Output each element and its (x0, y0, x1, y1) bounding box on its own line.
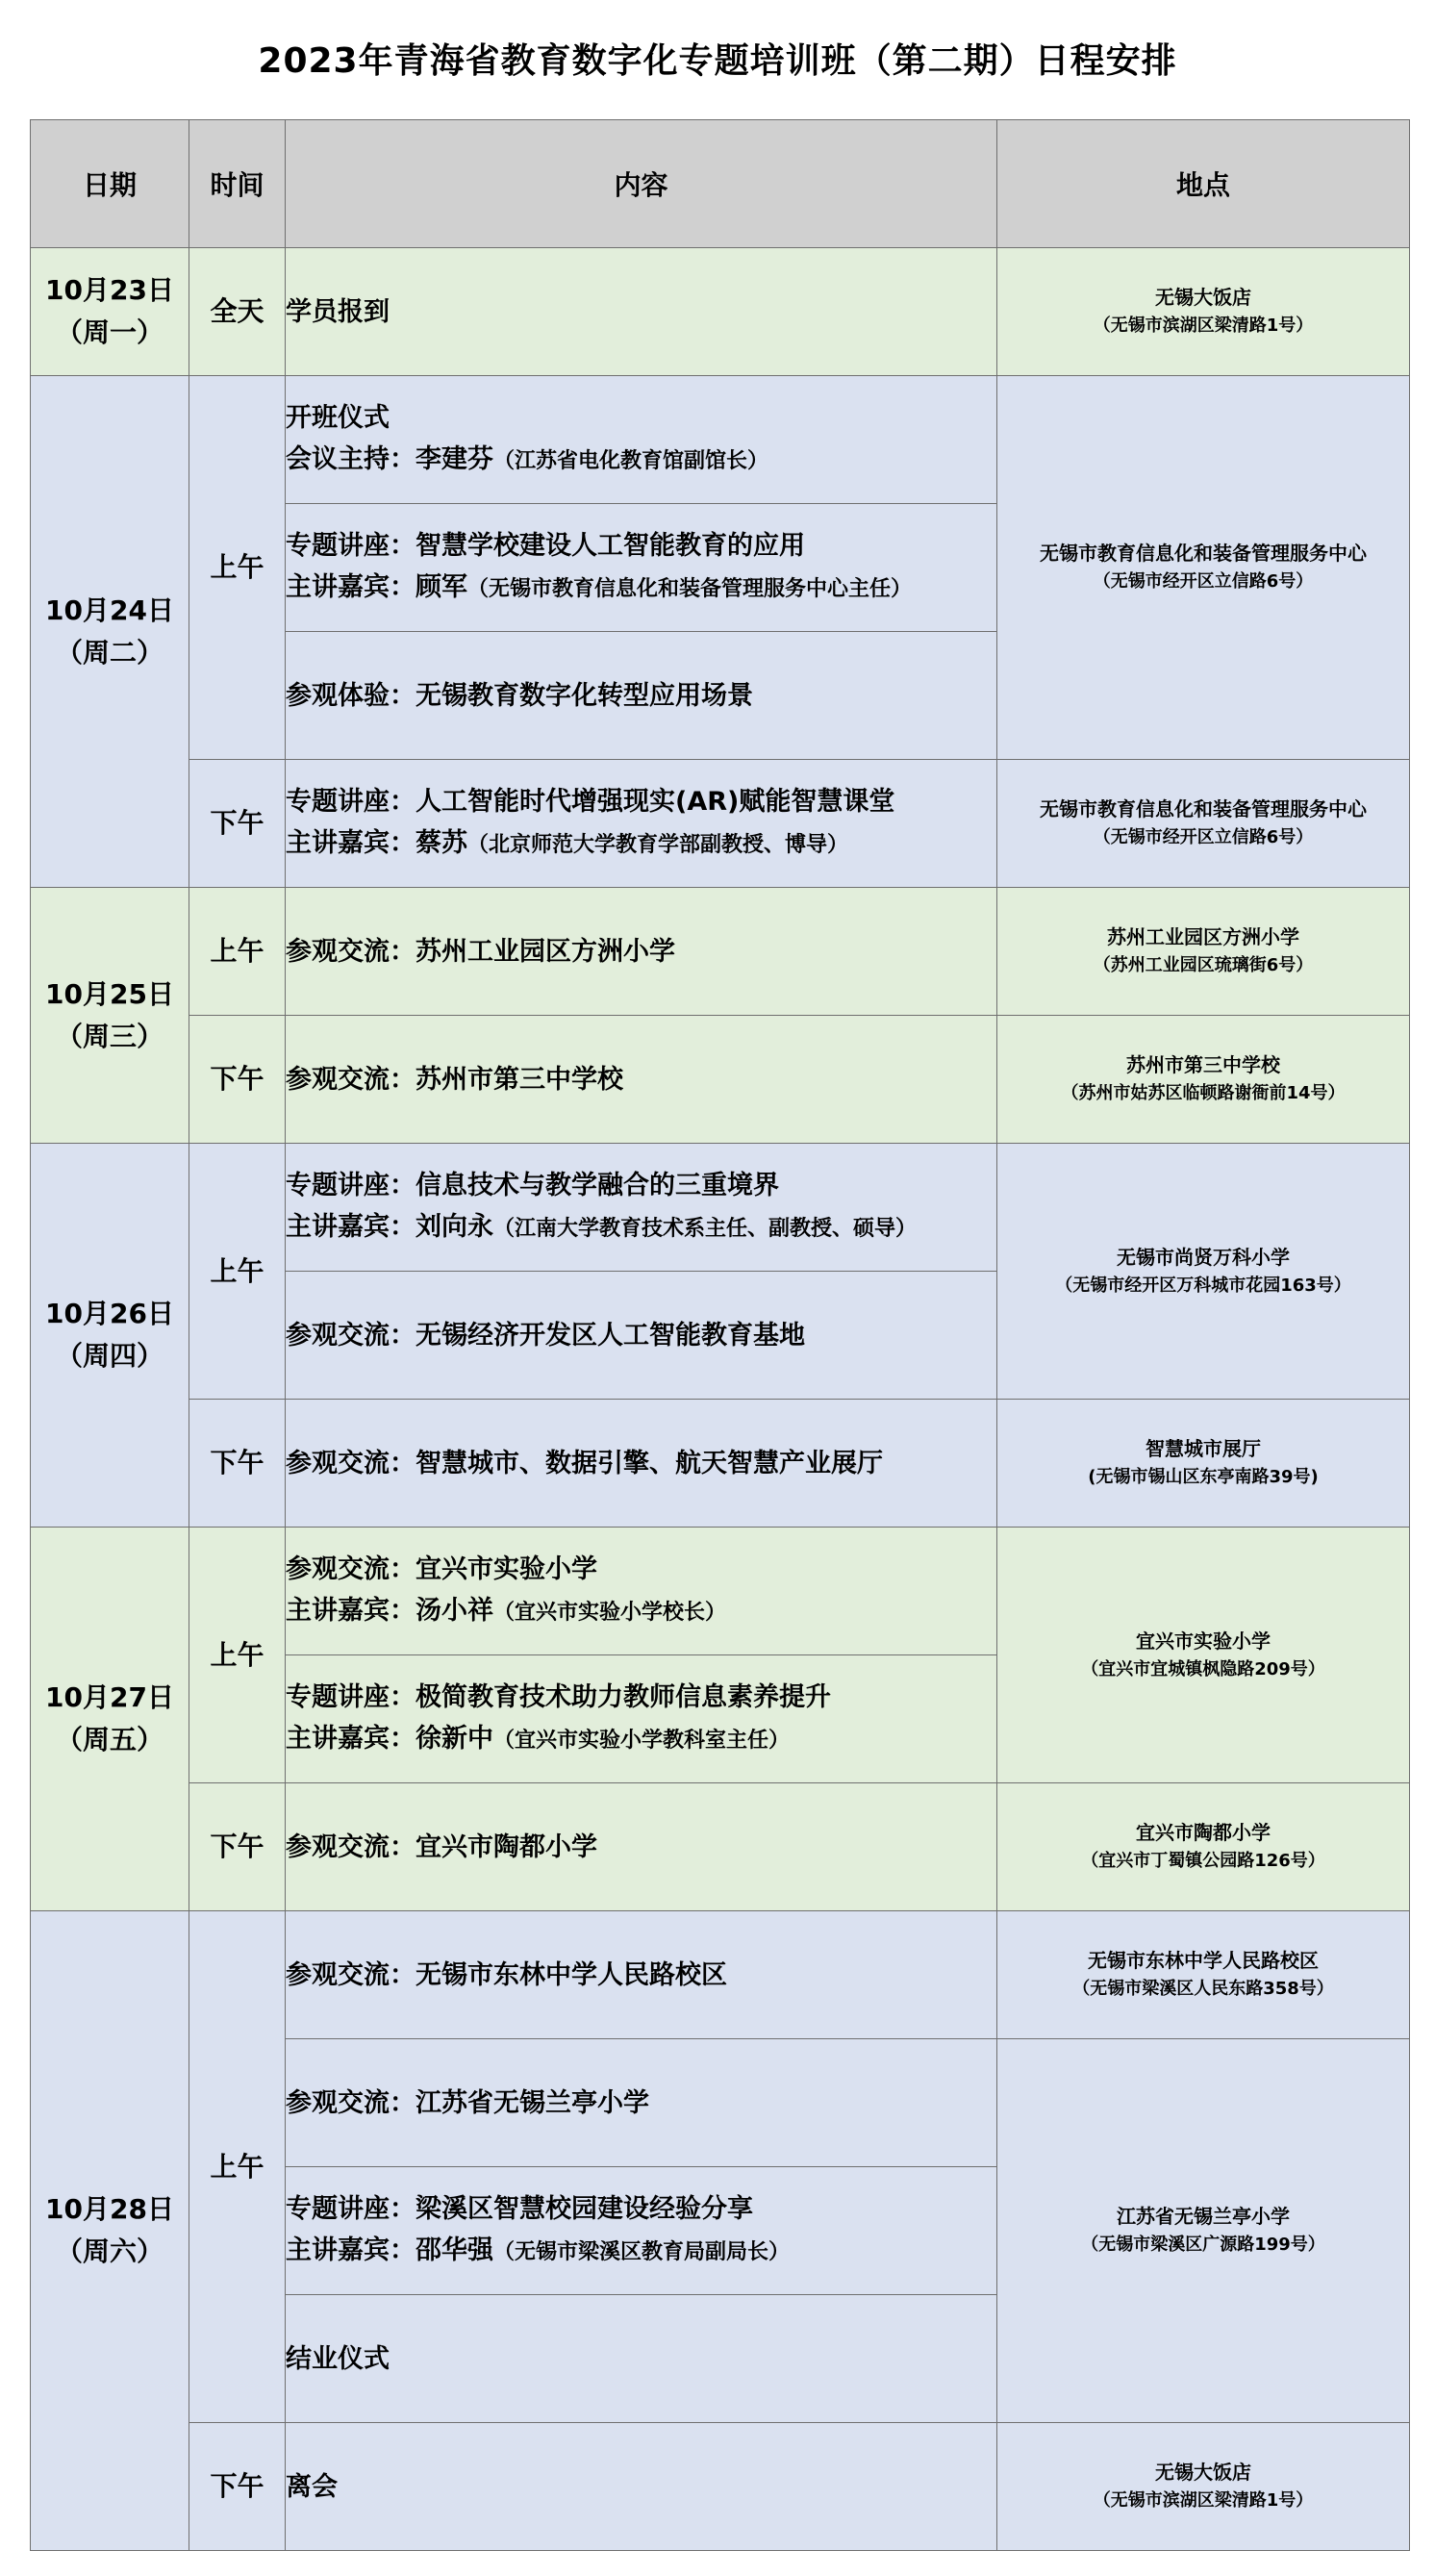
day-weekday: （周六） (55, 2235, 164, 2267)
location-name: 无锡市东林中学人民路校区 (1088, 1949, 1319, 1972)
location-cell (997, 888, 1410, 1016)
location-cell (997, 376, 1410, 760)
content-cell (286, 1400, 997, 1528)
content-line: 参观交流：智慧城市、数据引擎、航天智慧产业展厅 (286, 1448, 883, 1478)
day-cell (31, 1528, 189, 1911)
header-time: 时间 (189, 120, 286, 248)
speaker-title: （宜兴市实验小学教科室主任） (493, 1729, 791, 1753)
time-cell: 上午 (189, 1911, 286, 2423)
speaker-title: （江南大学教育技术系主任、副教授、硕导） (493, 1217, 918, 1241)
time-cell: 下午 (189, 1400, 286, 1528)
time-cell: 上午 (189, 888, 286, 1016)
content-cell (286, 1144, 997, 1272)
location-name: 江苏省无锡兰亭小学 (1117, 2205, 1290, 2228)
content-line (286, 439, 996, 482)
header-date: 日期 (31, 120, 189, 248)
content-line: 参观交流：无锡市东林中学人民路校区 (286, 1959, 727, 1990)
day-cell (31, 1911, 189, 2551)
day-weekday: （周二） (55, 636, 164, 669)
location-address: （宜兴市宜城镇枫隐路209号） (1081, 1658, 1325, 1679)
location-cell (997, 1144, 1410, 1400)
content-cell (286, 632, 997, 760)
table-row (31, 2423, 1410, 2551)
day-weekday: （周五） (55, 1724, 164, 1755)
content-line (286, 1206, 996, 1250)
day-date: 10月25日 (45, 977, 174, 1010)
location-address: （无锡市经开区立信路6号） (1093, 827, 1314, 847)
schedule-table (30, 119, 1410, 2551)
location-cell (997, 1400, 1410, 1528)
location-address: （宜兴市丁蜀镇公园路126号） (1081, 1851, 1325, 1871)
speaker-name: 主讲嘉宾：蔡苏 (286, 828, 467, 858)
location-address: (无锡市锡山区东亭南路39号) (1088, 1467, 1319, 1487)
location-address: （无锡市经开区万科城市花园163号） (1055, 1275, 1351, 1296)
content-cell (286, 1272, 997, 1400)
day-date: 10月26日 (45, 1298, 174, 1329)
content-line: 参观交流：宜兴市陶都小学 (286, 1831, 597, 1862)
header-row (31, 120, 1410, 248)
speaker-title: （无锡市梁溪区教育局副局长） (493, 2240, 791, 2264)
location-address: （无锡市梁溪区人民东路358号） (1072, 1979, 1334, 1999)
content-cell (286, 1528, 997, 1655)
location-name: 宜兴市实验小学 (1136, 1629, 1271, 1653)
content-cell (286, 1911, 997, 2039)
content-line: 专题讲座：极简教育技术助力教师信息素养提升 (286, 1682, 831, 1712)
content-line: 学员报到 (286, 296, 390, 327)
content-cell (286, 760, 997, 888)
content-line: 参观交流：苏州工业园区方洲小学 (286, 936, 675, 967)
content-line: 开班仪式 (286, 403, 390, 433)
content-cell (286, 504, 997, 632)
location-address: （无锡市滨湖区梁清路1号） (1093, 2490, 1314, 2511)
day-cell (31, 1144, 189, 1528)
content-line: 结业仪式 (286, 2343, 390, 2374)
day-date: 10月28日 (45, 2193, 174, 2225)
time-cell: 下午 (189, 2423, 286, 2551)
content-cell (286, 2295, 997, 2423)
table-row (31, 888, 1410, 1016)
content-line: 专题讲座：梁溪区智慧校园建设经验分享 (286, 2194, 753, 2224)
location-cell (997, 760, 1410, 888)
speaker-title: （江苏省电化教育馆副馆长） (493, 449, 769, 473)
location-address: （苏州工业园区琉璃街6号） (1093, 955, 1314, 975)
header-content: 内容 (286, 120, 997, 248)
content-line (286, 1590, 996, 1633)
table-row (31, 1911, 1410, 2039)
content-line: 离会 (286, 2471, 338, 2502)
location-cell (997, 2039, 1410, 2423)
day-weekday: （周四） (55, 1340, 164, 1372)
content-line (286, 1718, 996, 1761)
day-weekday: （周三） (55, 1020, 164, 1052)
speaker-name: 会议主持：李建芬 (286, 444, 493, 474)
content-cell (286, 2167, 997, 2295)
table-row (31, 1400, 1410, 1528)
content-cell (286, 1016, 997, 1144)
content-cell (286, 888, 997, 1016)
content-line: 专题讲座：信息技术与教学融合的三重境界 (286, 1171, 779, 1200)
speaker-title: （无锡市教育信息化和装备管理服务中心主任） (467, 577, 913, 601)
day-date: 10月24日 (45, 593, 174, 626)
time-cell: 上午 (189, 1144, 286, 1400)
content-line: 专题讲座：智慧学校建设人工智能教育的应用 (286, 531, 805, 561)
table-row (31, 376, 1410, 504)
location-name: 苏州市第三中学校 (1126, 1053, 1280, 1076)
content-cell (286, 376, 997, 504)
location-cell (997, 1528, 1410, 1783)
content-cell (286, 1783, 997, 1911)
time-cell: 下午 (189, 1016, 286, 1144)
page-title: 2023年青海省教育数字化专题培训班（第二期）日程安排 (258, 40, 1177, 81)
time-cell: 上午 (189, 376, 286, 760)
location-cell (997, 1911, 1410, 2039)
day-weekday: （周一） (55, 316, 164, 348)
table-row (31, 1783, 1410, 1911)
location-address: （苏州市姑苏区临顿路谢衙前14号） (1061, 1083, 1346, 1103)
header-location: 地点 (997, 120, 1410, 248)
content-cell (286, 2423, 997, 2551)
location-cell (997, 248, 1410, 376)
content-line: 专题讲座：人工智能时代增强现实(AR)赋能智慧课堂 (286, 787, 895, 817)
speaker-name: 主讲嘉宾：刘向永 (286, 1212, 493, 1242)
speaker-title: （北京师范大学教育学部副教授、博导） (467, 833, 849, 857)
speaker-name: 主讲嘉宾：邵华强 (286, 2235, 493, 2265)
location-name: 无锡市尚贤万科小学 (1117, 1245, 1290, 1269)
time-cell: 下午 (189, 760, 286, 888)
location-cell (997, 1016, 1410, 1144)
content-line: 参观交流：苏州市第三中学校 (286, 1064, 623, 1095)
location-name: 智慧城市展厅 (1145, 1437, 1261, 1460)
day-date: 10月23日 (45, 274, 174, 306)
location-cell (997, 2423, 1410, 2551)
time-cell: 上午 (189, 1528, 286, 1783)
table-row (31, 248, 1410, 376)
speaker-title: （宜兴市实验小学校长） (493, 1601, 727, 1625)
location-name: 无锡大饭店 (1155, 2461, 1251, 2484)
table-row (31, 760, 1410, 888)
location-name: 无锡大饭店 (1155, 286, 1251, 309)
day-date: 10月27日 (45, 1681, 174, 1713)
time-cell: 下午 (189, 1783, 286, 1911)
content-line: 参观交流：无锡经济开发区人工智能教育基地 (286, 1320, 805, 1351)
day-cell (31, 376, 189, 888)
table-row (31, 1144, 1410, 1272)
location-name: 无锡市教育信息化和装备管理服务中心 (1040, 797, 1367, 821)
location-address: （无锡市经开区立信路6号） (1093, 571, 1314, 592)
content-line (286, 567, 996, 610)
content-line: 参观体验：无锡教育数字化转型应用场景 (286, 680, 753, 711)
content-cell (286, 1655, 997, 1783)
day-cell (31, 888, 189, 1144)
table-row (31, 1016, 1410, 1144)
location-address: （无锡市滨湖区梁清路1号） (1093, 316, 1314, 336)
speaker-name: 主讲嘉宾：顾军 (286, 572, 467, 602)
time-cell: 全天 (189, 248, 286, 376)
table-row (31, 1528, 1410, 1655)
content-line: 参观交流：宜兴市实验小学 (286, 1554, 597, 1584)
content-cell (286, 2039, 997, 2167)
content-cell (286, 248, 997, 376)
location-name: 苏州工业园区方洲小学 (1107, 925, 1299, 948)
day-cell (31, 248, 189, 376)
content-line: 参观交流：江苏省无锡兰亭小学 (286, 2087, 649, 2118)
location-name: 宜兴市陶都小学 (1136, 1821, 1271, 1844)
location-cell (997, 1783, 1410, 1911)
content-line (286, 2230, 996, 2273)
content-line (286, 822, 996, 866)
location-name: 无锡市教育信息化和装备管理服务中心 (1040, 542, 1367, 565)
location-address: （无锡市梁溪区广源路199号） (1081, 2235, 1325, 2255)
speaker-name: 主讲嘉宾：徐新中 (286, 1724, 493, 1754)
speaker-name: 主讲嘉宾：汤小祥 (286, 1596, 493, 1626)
